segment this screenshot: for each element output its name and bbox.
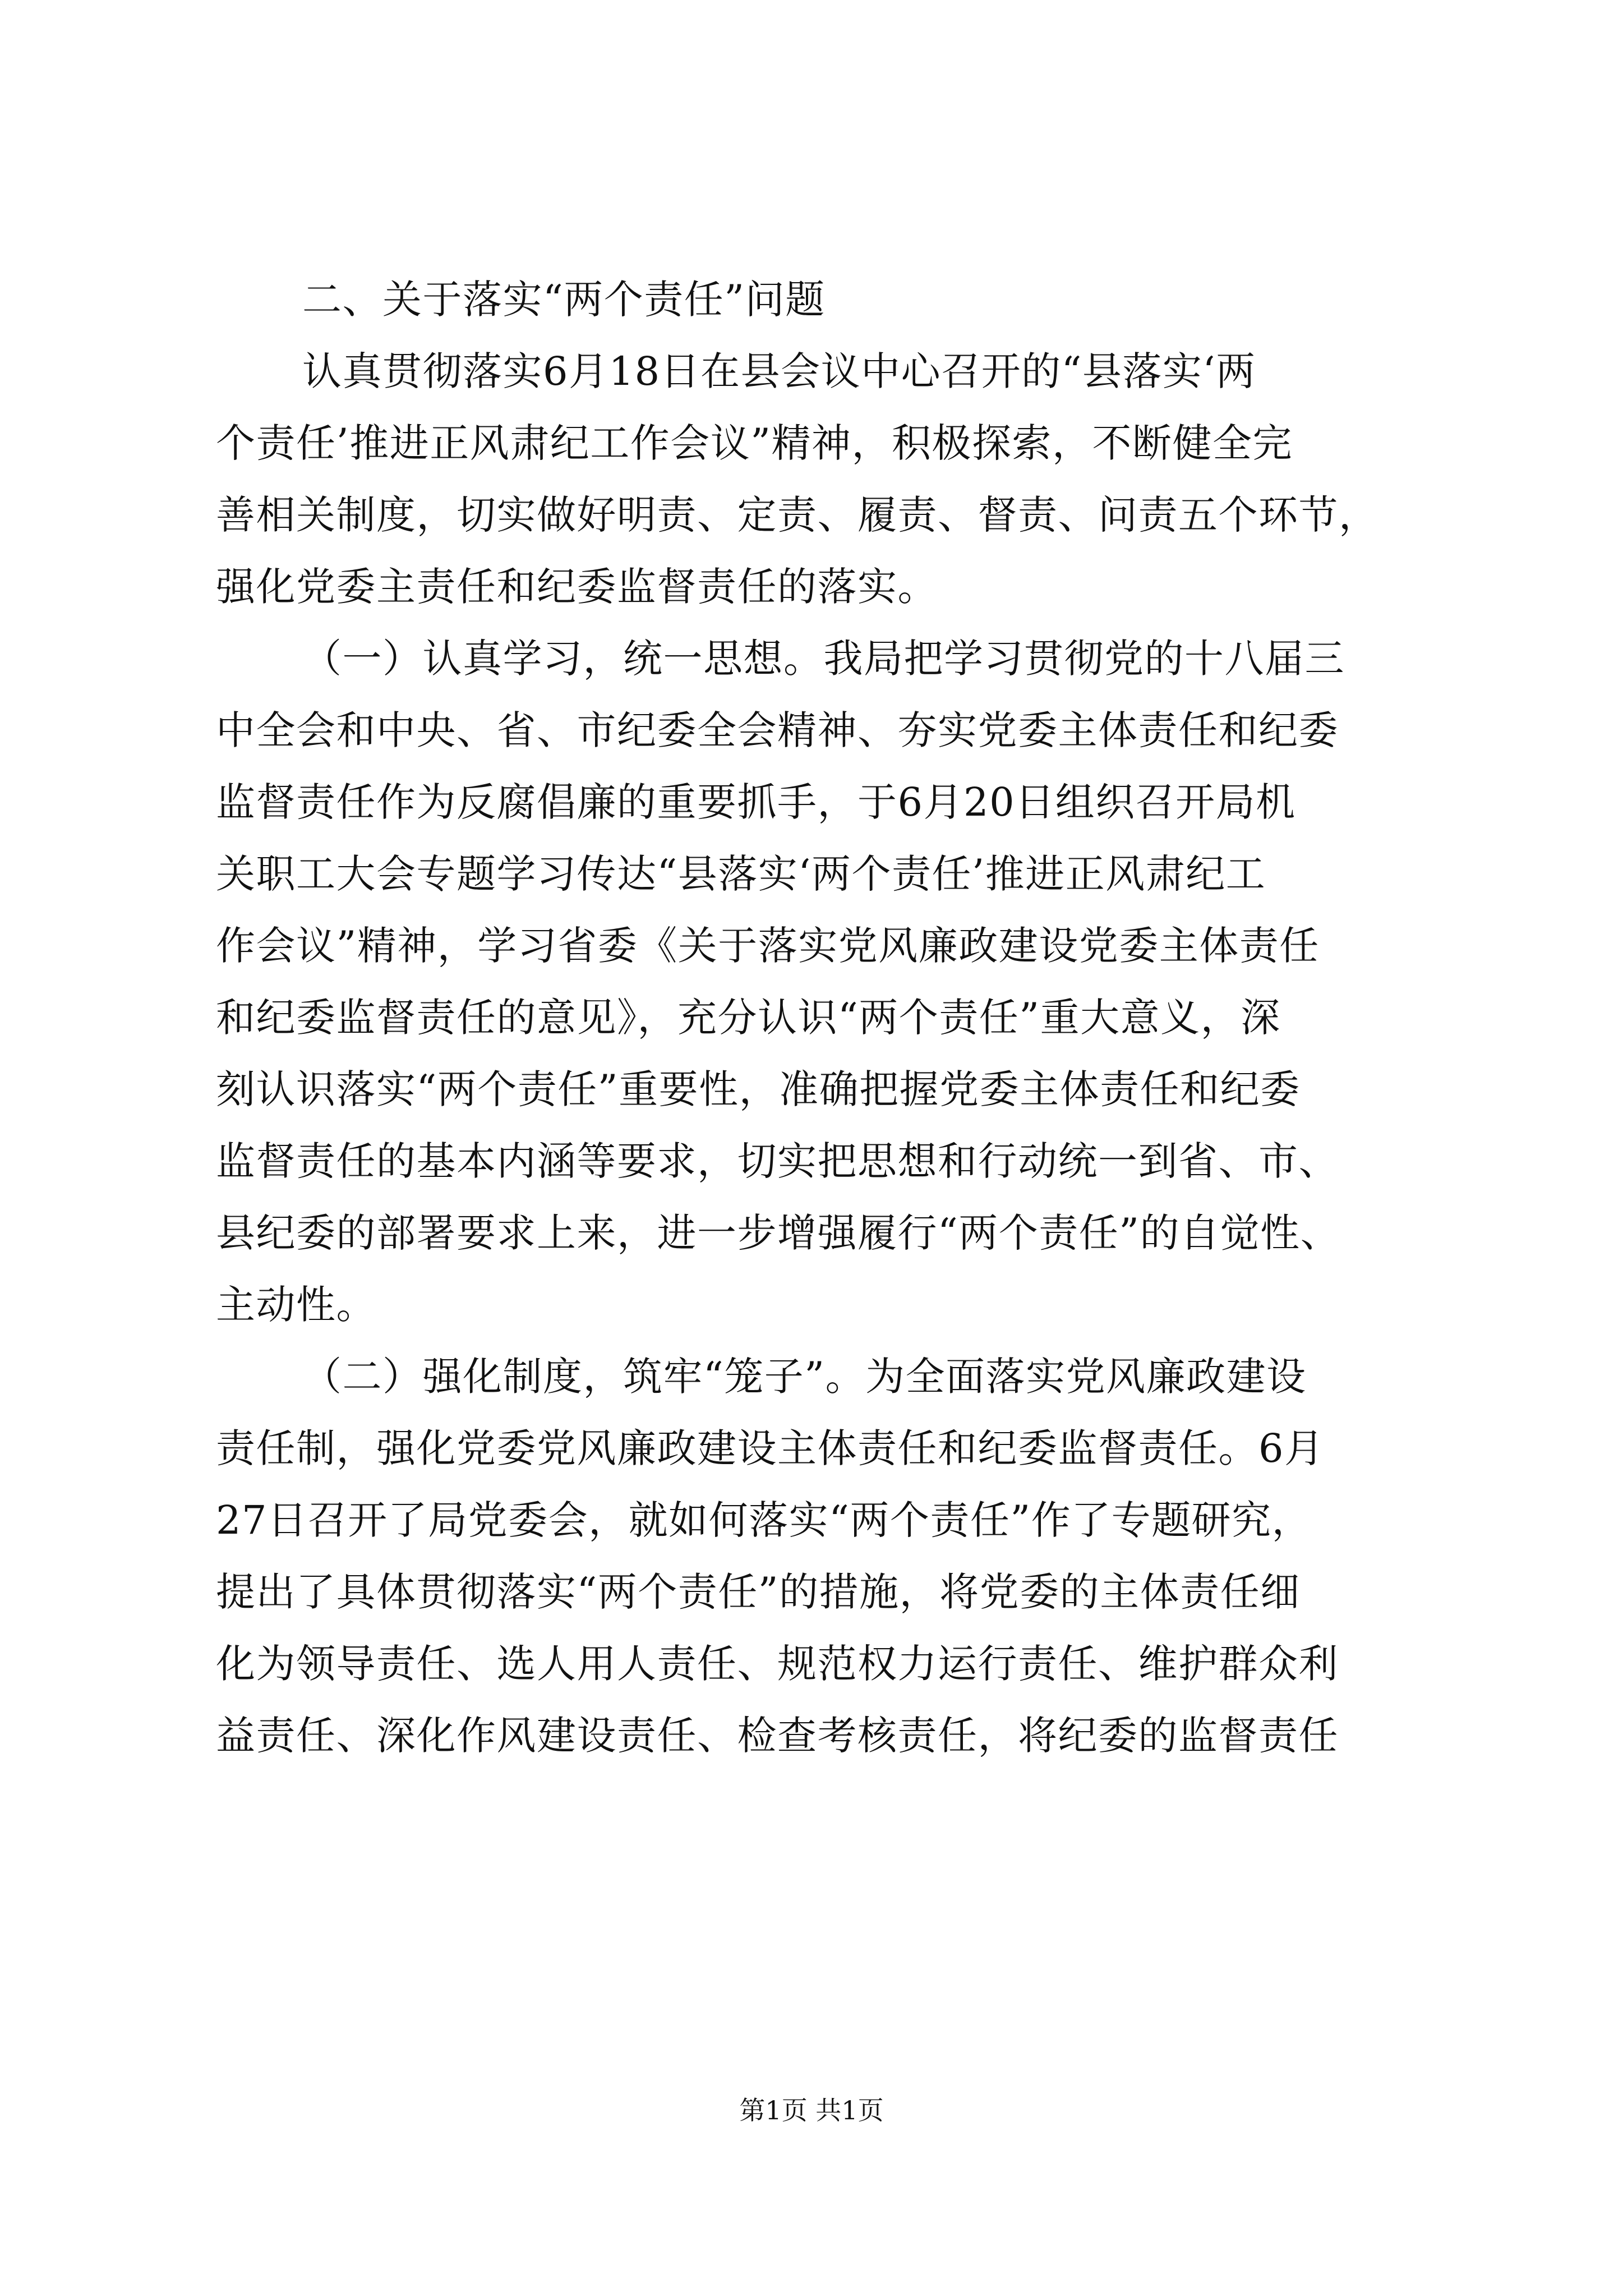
paragraph-line: 益责任、深化作风建设责任、检查考核责任，将纪委的监督责任 bbox=[216, 1713, 1339, 1759]
paragraph-line: 监督责任作为反腐倡廉的重要抓手，于6月20日组织召开局机 bbox=[216, 779, 1296, 825]
paragraph-line: 27日召开了局党委会，就如何落实“两个责任”作了专题研究， bbox=[216, 1497, 1312, 1543]
paragraph-line: 监督责任的基本内涵等要求，切实把思想和行动统一到省、市、 bbox=[216, 1138, 1339, 1184]
paragraph-line: 个责任’推进正风肃纪工作会议”精神，积极探索，不断健全完 bbox=[216, 420, 1293, 466]
paragraph-line: 县纪委的部署要求上来，进一步增强履行“两个责任”的自觉性、 bbox=[216, 1210, 1341, 1256]
paragraph-line: 作会议”精神，学习省委《关于落实党风廉政建设党委主体责任 bbox=[216, 923, 1320, 969]
page-number-label: 第1页 共1页 bbox=[739, 2095, 884, 2125]
paragraph-line: 责任制，强化党委党风廉政建设主体责任和纪委监督责任。6月 bbox=[216, 1425, 1325, 1471]
paragraph-line: 主动性。 bbox=[216, 1282, 376, 1328]
document-body bbox=[216, 264, 1427, 1772]
paragraph-line: 刻认识落实“两个责任”重要性，准确把握党委主体责任和纪委 bbox=[216, 1066, 1301, 1112]
paragraph-line: 认真贯彻落实6月18日在县会议中心召开的“县落实‘两 bbox=[302, 348, 1256, 394]
paragraph-line: （一）认真学习，统一思想。我局把学习贯彻党的十八届三 bbox=[302, 636, 1345, 682]
paragraph-line: 化为领导责任、选人用人责任、规范权力运行责任、维护群众利 bbox=[216, 1641, 1339, 1687]
paragraph-line: 强化党委主责任和纪委监督责任的落实。 bbox=[216, 564, 938, 610]
paragraph-line: 和纪委监督责任的意见》，充分认识“两个责任”重大意义，深 bbox=[216, 995, 1281, 1041]
section-heading: 二、关于落实“两个责任”问题 bbox=[302, 277, 826, 323]
page-footer bbox=[0, 2091, 1623, 2130]
paragraph-line: 中全会和中央、省、市纪委全会精神、夯实党委主体责任和纪委 bbox=[216, 707, 1339, 753]
paragraph-line: 善相关制度，切实做好明责、定责、履责、督责、问责五个环节， bbox=[216, 492, 1379, 538]
paragraph-line: 关职工大会专题学习传达“县落实‘两个责任’推进正风肃纪工 bbox=[216, 851, 1266, 897]
paragraph-line: （二）强化制度，筑牢“笼子”。为全面落实党风廉政建设 bbox=[302, 1354, 1307, 1400]
paragraph-line: 提出了具体贯彻落实“两个责任”的措施，将党委的主体责任细 bbox=[216, 1569, 1301, 1615]
